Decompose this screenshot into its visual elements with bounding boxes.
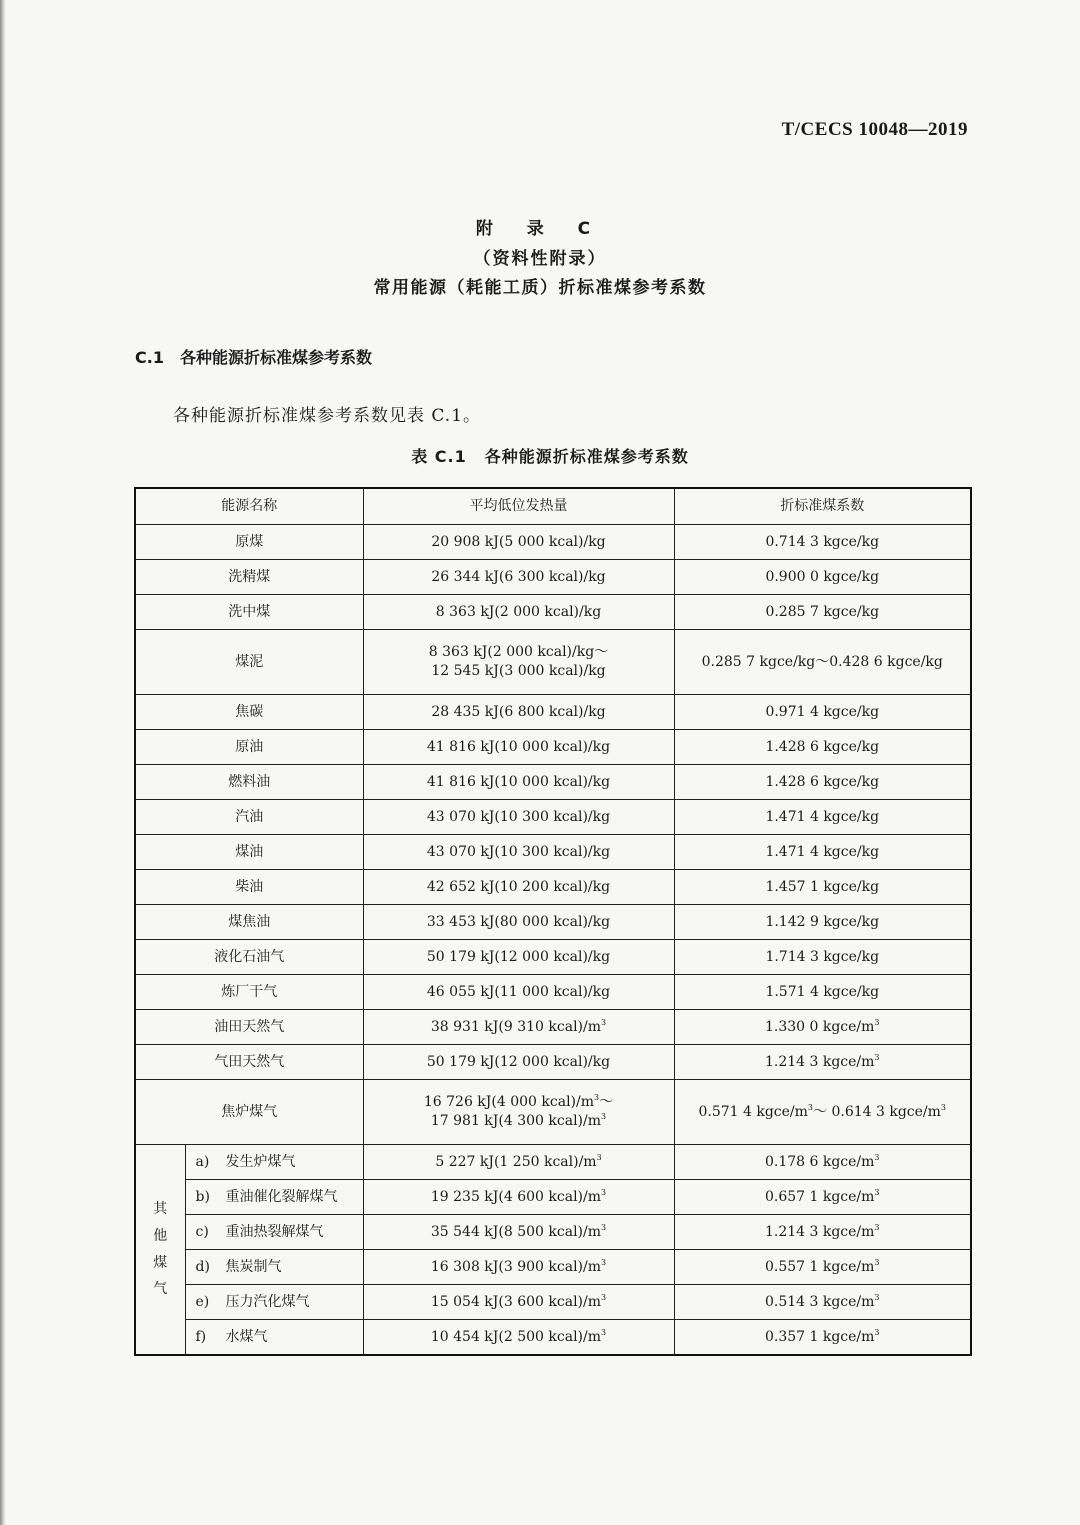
- heat-value-line: [364, 1112, 674, 1131]
- table-row: [135, 525, 971, 560]
- superscript: 3: [601, 1187, 607, 1197]
- heat-value-cell: 50 179 kJ(12 000 kcal)/kg: [363, 940, 674, 975]
- heat-value-cell: 8 363 kJ(2 000 kcal)/kg: [363, 595, 674, 630]
- heat-value-cell: 43 070 kJ(10 300 kcal)/kg: [363, 835, 674, 870]
- coefficient-cell: 0.285 7 kgce/kg: [674, 595, 971, 630]
- heat-value-line: 8 363 kJ(2 000 kcal)/kg～: [428, 644, 609, 661]
- energy-name-cell: 焦炉煤气: [135, 1080, 363, 1145]
- energy-name-cell: 洗精煤: [135, 560, 363, 595]
- appendix-title: 常用能源（耗能工质）折标准煤参考系数: [373, 278, 707, 298]
- group-label-char: 气: [153, 1281, 168, 1298]
- heat-value-cell: [363, 1320, 674, 1356]
- table-row: [135, 1215, 971, 1250]
- coefficient-cell: 1.471 4 kgce/kg: [674, 800, 971, 835]
- heat-value-cell: [363, 1250, 674, 1285]
- superscript: 3: [596, 1152, 602, 1162]
- sub-item-name: 发生炉煤气: [225, 1153, 296, 1170]
- heat-value-cell: 50 179 kJ(12 000 kcal)/kg: [363, 1045, 674, 1080]
- table-caption: [0, 444, 1080, 467]
- sub-item-letter: c): [195, 1223, 209, 1240]
- coefficient-cell: 1.471 4 kgce/kg: [674, 835, 971, 870]
- heat-value-text: 38 931 kJ(9 310 kcal)/m: [430, 1018, 602, 1035]
- table-row: [135, 835, 971, 870]
- superscript: 3: [601, 1327, 607, 1337]
- section-number: C.1: [135, 348, 164, 367]
- superscript: 3: [601, 1112, 607, 1121]
- coefficient-text: 0.557 1 kgce/m: [764, 1258, 875, 1275]
- table-row: [135, 1145, 971, 1180]
- table-row: [135, 1285, 971, 1320]
- table-row: [135, 905, 971, 940]
- superscript: 3: [874, 1292, 880, 1302]
- heat-value-cell: 42 652 kJ(10 200 kcal)/kg: [363, 870, 674, 905]
- heat-value-text: 5 227 kJ(1 250 kcal)/m: [435, 1153, 597, 1170]
- coefficient-cell: 0.285 7 kgce/kg～0.428 6 kgce/kg: [674, 630, 971, 695]
- table-row: [135, 1080, 971, 1145]
- coefficient-cell: 1.457 1 kgce/kg: [674, 870, 971, 905]
- table-row: [135, 560, 971, 595]
- table-row: [135, 870, 971, 905]
- coefficient-cell: [674, 1045, 971, 1080]
- superscript: 3: [874, 1327, 880, 1337]
- sub-item-letter: e): [195, 1293, 210, 1310]
- superscript: 3: [601, 1257, 607, 1267]
- superscript: 3: [874, 1052, 880, 1062]
- coefficient-cell: [674, 1320, 971, 1356]
- superscript: 3: [874, 1257, 880, 1267]
- heat-value-text: 15 054 kJ(3 600 kcal)/m: [430, 1293, 602, 1310]
- heat-value-cell: [363, 1010, 674, 1045]
- energy-name-cell: 洗中煤: [135, 595, 363, 630]
- heat-value-text: 16 308 kJ(3 900 kcal)/m: [430, 1258, 602, 1275]
- coefficient-cell: [674, 1250, 971, 1285]
- sub-item-name: 重油热裂解煤气: [225, 1223, 324, 1240]
- heat-value-cell: 43 070 kJ(10 300 kcal)/kg: [363, 800, 674, 835]
- coefficient-cell: [674, 1080, 971, 1145]
- sub-item-letter: a): [195, 1153, 210, 1170]
- sub-item-letter: b): [195, 1188, 210, 1205]
- heat-value-cell: 41 816 kJ(10 000 kcal)/kg: [363, 730, 674, 765]
- superscript: 3: [601, 1222, 607, 1232]
- appendix-subtitle: （资料性附录）: [473, 249, 607, 269]
- appendix-label: 附 录 C: [475, 219, 605, 239]
- heat-value-text: 16 726 kJ(4 000 kcal)/m: [423, 1094, 595, 1111]
- heat-value-cell: [363, 1215, 674, 1250]
- superscript: 3: [874, 1222, 880, 1232]
- table-caption-number: 表 C.1: [411, 447, 467, 466]
- superscript: 3: [940, 1102, 947, 1112]
- energy-name-cell: 炼厂干气: [135, 975, 363, 1010]
- heat-value-cell: [363, 1080, 674, 1145]
- energy-name-cell: 汽油: [135, 800, 363, 835]
- heat-value-line: 12 545 kJ(3 000 kcal)/kg: [431, 663, 606, 679]
- superscript: 3: [594, 1093, 600, 1103]
- heat-value-cell: 28 435 kJ(6 800 kcal)/kg: [363, 695, 674, 730]
- energy-name-cell: 煤焦油: [135, 905, 363, 940]
- coefficient-text: 1.214 3 kgce/m: [764, 1053, 875, 1070]
- header-heat-value: 平均低位发热量: [363, 488, 674, 525]
- section-title: 各种能源折标准煤参考系数: [179, 348, 372, 367]
- heat-value-cell: 46 055 kJ(11 000 kcal)/kg: [363, 975, 674, 1010]
- coefficient-text: 0.657 1 kgce/m: [764, 1188, 875, 1205]
- sub-item-letter: d): [195, 1258, 210, 1275]
- energy-name-cell: 焦碳: [135, 695, 363, 730]
- coefficient-cell: 1.142 9 kgce/kg: [674, 905, 971, 940]
- table-row: [135, 1010, 971, 1045]
- heat-value-cell: [363, 1285, 674, 1320]
- superscript: 3: [874, 1187, 880, 1197]
- group-label-char: 煤: [153, 1254, 168, 1271]
- coefficient-text: 0.178 6 kgce/m: [764, 1153, 875, 1170]
- range-tilde: ～: [813, 1103, 832, 1120]
- sub-energy-name-cell: [185, 1215, 363, 1250]
- sub-item-name: 水煤气: [225, 1328, 268, 1345]
- sub-item-letter: f): [195, 1328, 207, 1345]
- heat-value-cell: [363, 1145, 674, 1180]
- energy-name-cell: 煤泥: [135, 630, 363, 695]
- energy-name-cell: 气田天然气: [135, 1045, 363, 1080]
- heat-value-line: [364, 1093, 674, 1112]
- energy-name-cell: 原油: [135, 730, 363, 765]
- group-label-char: 他: [153, 1227, 168, 1244]
- heat-value-text: 10 454 kJ(2 500 kcal)/m: [430, 1328, 602, 1345]
- table-row: [135, 940, 971, 975]
- coefficient-text: 0.571 4 kgce/m: [698, 1103, 808, 1120]
- group-label-cell: [135, 1145, 185, 1356]
- coefficient-cell: 0.971 4 kgce/kg: [674, 695, 971, 730]
- table-row: [135, 630, 971, 695]
- sub-energy-name-cell: [185, 1180, 363, 1215]
- sub-item-name: 重油催化裂解煤气: [225, 1188, 338, 1205]
- body-paragraph: 各种能源折标准煤参考系数见表 C.1。: [173, 406, 482, 426]
- sub-energy-name-cell: [185, 1145, 363, 1180]
- energy-name-cell: 煤油: [135, 835, 363, 870]
- coefficient-cell: [674, 1180, 971, 1215]
- energy-name-cell: 油田天然气: [135, 1010, 363, 1045]
- coefficient-cell: 0.900 0 kgce/kg: [674, 560, 971, 595]
- coefficient-cell: [674, 1215, 971, 1250]
- coefficient-cell: 1.428 6 kgce/kg: [674, 730, 971, 765]
- table-row: [135, 1250, 971, 1285]
- sub-energy-name-cell: [185, 1320, 363, 1356]
- table-row: [135, 975, 971, 1010]
- table-caption-title: 各种能源折标准煤参考系数: [484, 447, 689, 466]
- document-code: T/CECS 10048—2019: [781, 119, 968, 140]
- table-row: [135, 1045, 971, 1080]
- superscript: 3: [601, 1292, 607, 1302]
- coefficient-cell: 1.571 4 kgce/kg: [674, 975, 971, 1010]
- energy-name-cell: 原煤: [135, 525, 363, 560]
- header-coefficient: 折标准煤系数: [674, 488, 971, 525]
- heat-value-cell: 26 344 kJ(6 300 kcal)/kg: [363, 560, 674, 595]
- group-label-char: 其: [153, 1201, 168, 1218]
- superscript: 3: [874, 1152, 880, 1162]
- sub-item-name: 焦炭制气: [225, 1258, 282, 1275]
- energy-name-cell: 液化石油气: [135, 940, 363, 975]
- coefficient-text: 1.330 0 kgce/m: [764, 1018, 875, 1035]
- heat-value-text: 19 235 kJ(4 600 kcal)/m: [430, 1188, 602, 1205]
- table-header-row: [135, 488, 971, 525]
- range-tilde: ～: [599, 1094, 614, 1111]
- sub-item-name: 压力汽化煤气: [225, 1293, 310, 1310]
- table-row: [135, 1320, 971, 1356]
- coefficient-cell: 1.428 6 kgce/kg: [674, 765, 971, 800]
- energy-name-cell: 燃料油: [135, 765, 363, 800]
- coefficient-text: 1.214 3 kgce/m: [764, 1223, 875, 1240]
- heat-value-cell: [363, 1180, 674, 1215]
- coefficient-text: 0.357 1 kgce/m: [764, 1328, 875, 1345]
- section-heading: [135, 345, 372, 368]
- superscript: 3: [601, 1017, 607, 1027]
- coefficient-cell: [674, 1010, 971, 1045]
- group-label: [153, 1196, 167, 1302]
- heat-value-cell: 41 816 kJ(10 000 kcal)/kg: [363, 765, 674, 800]
- table-row: [135, 695, 971, 730]
- energy-name-cell: 柴油: [135, 870, 363, 905]
- table-row: [135, 1180, 971, 1215]
- coefficient-cell: 0.714 3 kgce/kg: [674, 525, 971, 560]
- table-row: [135, 730, 971, 765]
- sub-energy-name-cell: [185, 1250, 363, 1285]
- heat-value-text: 35 544 kJ(8 500 kcal)/m: [430, 1223, 602, 1240]
- sub-energy-name-cell: [185, 1285, 363, 1320]
- superscript: 3: [807, 1102, 814, 1112]
- header-energy-name: 能源名称: [135, 488, 363, 525]
- coefficient-table: [134, 487, 972, 1356]
- table-row: [135, 765, 971, 800]
- coefficient-text: 0.514 3 kgce/m: [764, 1293, 875, 1310]
- superscript: 3: [874, 1017, 880, 1027]
- coefficient-cell: [674, 1285, 971, 1320]
- coefficient-text: 0.614 3 kgce/m: [831, 1103, 941, 1120]
- heat-value-cell: 33 453 kJ(80 000 kcal)/kg: [363, 905, 674, 940]
- coefficient-cell: 1.714 3 kgce/kg: [674, 940, 971, 975]
- heat-value-cell: [363, 630, 674, 695]
- heat-value-text: 17 981 kJ(4 300 kcal)/m: [430, 1113, 602, 1129]
- table-row: [135, 595, 971, 630]
- coefficient-cell: [674, 1145, 971, 1180]
- heat-value-cell: 20 908 kJ(5 000 kcal)/kg: [363, 525, 674, 560]
- table-row: [135, 800, 971, 835]
